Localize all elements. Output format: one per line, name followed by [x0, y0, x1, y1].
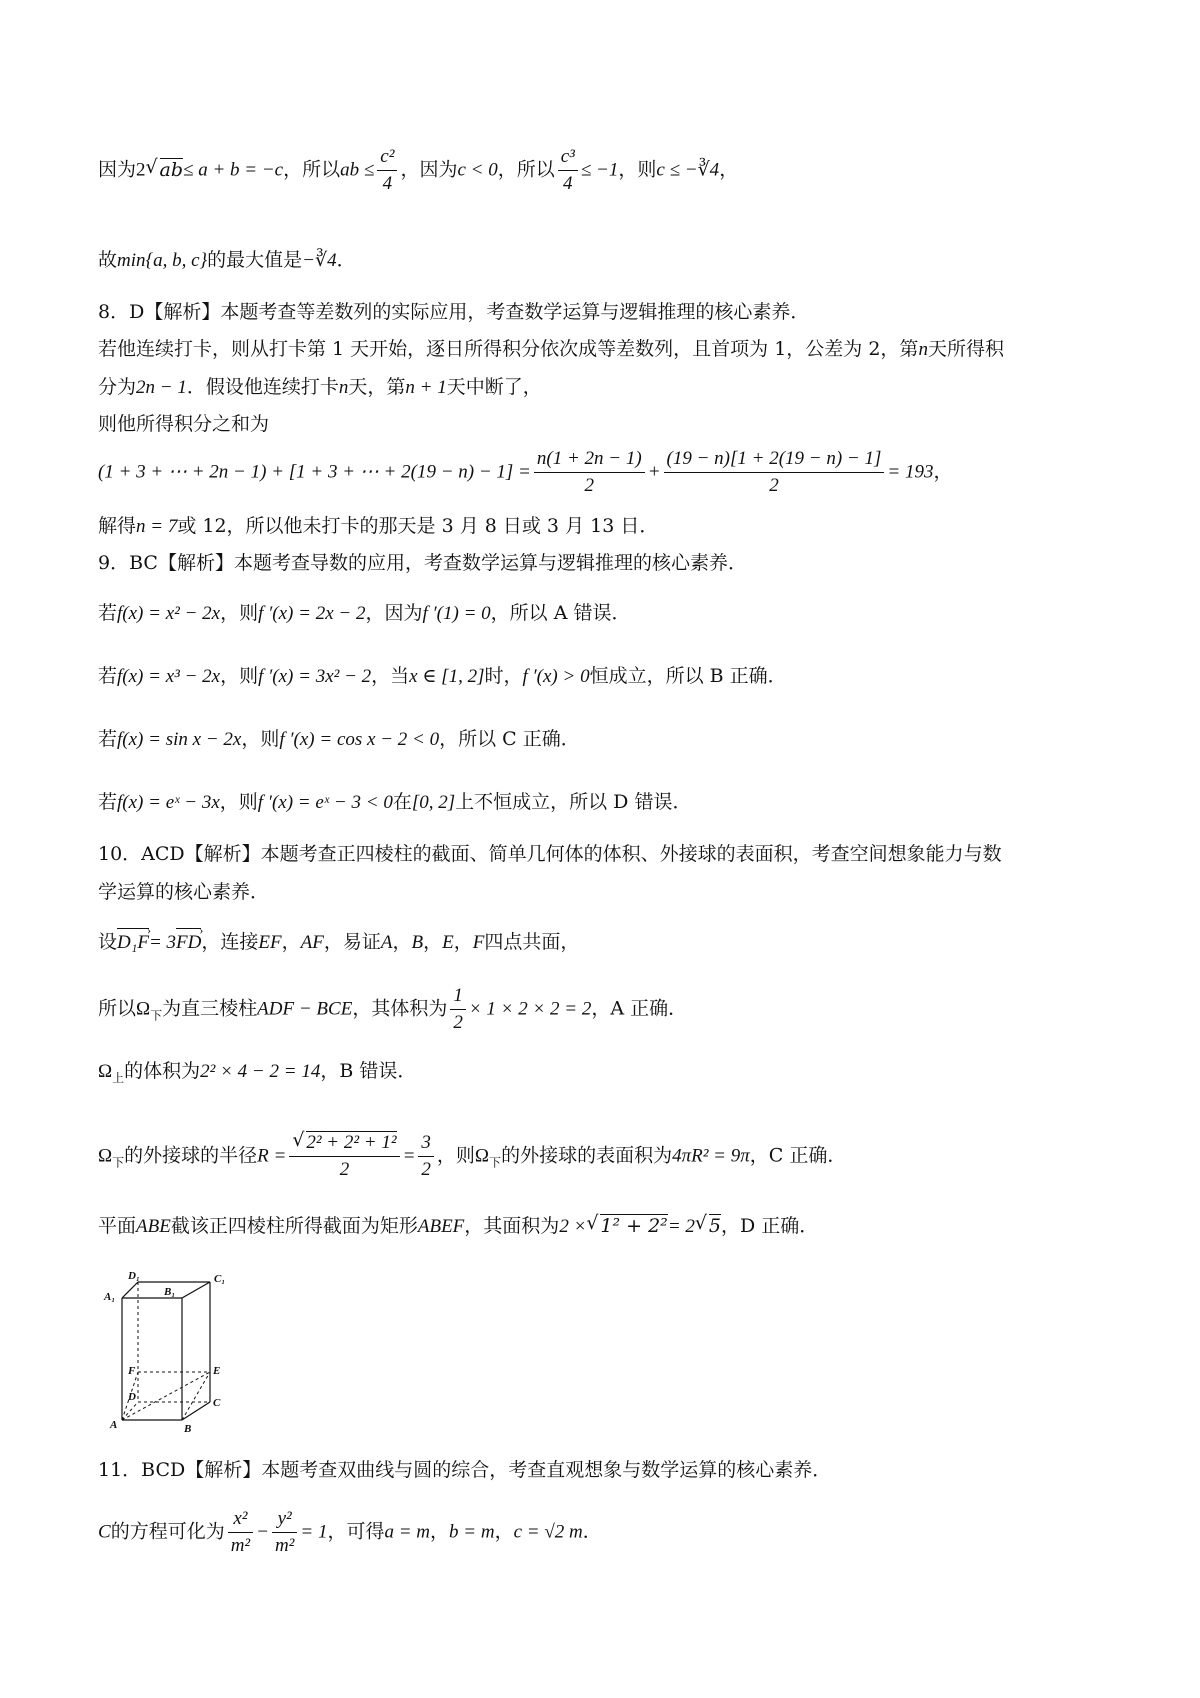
text: 恒成立，所以 B 正确．: [589, 665, 787, 687]
text: ，: [423, 931, 443, 953]
text: ，所以 A 错误．: [490, 602, 631, 624]
line-1: [98, 144, 738, 197]
section-10-heading: [98, 842, 1002, 866]
label-D1: D₁: [128, 1270, 140, 1282]
text: ，则: [219, 791, 258, 813]
text: 若: [98, 791, 118, 813]
numerator: x²: [228, 1506, 253, 1533]
text: 的最大值是: [207, 249, 303, 271]
math: F: [472, 932, 485, 953]
math: 1² + 2²: [600, 1215, 668, 1237]
denominator: 2: [421, 1159, 431, 1180]
text: 设: [98, 931, 118, 953]
numerator: c²: [377, 144, 397, 171]
sqrt: [146, 158, 184, 182]
math: EF: [258, 932, 282, 953]
text: ，C 正确．: [749, 1144, 847, 1167]
line-6: [98, 412, 269, 436]
math: 2² × 4 − 2 = 14: [200, 1061, 321, 1082]
fraction: [289, 1130, 399, 1183]
text: ，则: [220, 665, 259, 687]
text: 时，: [484, 665, 523, 687]
text: 天所得积: [927, 338, 1004, 360]
math: ≤ a + b = −c: [183, 159, 284, 181]
text: ，: [430, 1520, 450, 1543]
math: 2n − 1: [136, 377, 187, 398]
math: A: [380, 932, 393, 953]
math: = 2: [667, 1216, 695, 1237]
text: 若他连续打卡，则从打卡第 1 天开始，逐日所得积分依次成等差数列，且首项为 1，公差为 2，第: [98, 338, 919, 360]
denominator: 4: [382, 173, 393, 194]
math: f(x) = eˣ − 3x: [117, 792, 220, 813]
numerator: (19 − n)[1 + 2(19 − n) − 1]: [664, 446, 885, 473]
text: ，可得: [327, 1520, 385, 1543]
text: 8．D【解析】本题考查等差数列的实际应用，考查数学运算与逻辑推理的核心素养．: [98, 301, 810, 323]
math: ABE: [136, 1216, 171, 1237]
math: Ω: [98, 1061, 113, 1082]
denominator: m²: [230, 1535, 251, 1556]
math: c ≤ −∛4: [656, 159, 720, 181]
equation-sum: [98, 446, 953, 499]
text: 的外接球的半径: [124, 1144, 258, 1167]
text: 学运算的核心素养．: [98, 881, 270, 903]
line-15: [98, 880, 269, 904]
math: = 193: [887, 461, 934, 483]
label-D: D: [128, 1391, 136, 1403]
text: 若: [98, 665, 118, 687]
text: ，: [933, 460, 953, 483]
math: n: [338, 377, 349, 398]
math: c = √2 m: [513, 1521, 583, 1543]
math: Ω: [474, 1145, 490, 1167]
text: 在: [392, 791, 412, 813]
denominator: 2: [584, 475, 595, 496]
text: ，B 错误．: [320, 1060, 417, 1082]
text: ，则: [241, 728, 280, 750]
sqrt: [695, 1214, 721, 1238]
math: +: [647, 461, 661, 483]
math: ab: [159, 158, 184, 181]
math: 2: [136, 159, 146, 181]
text: 则他所得积分之和为: [98, 413, 270, 435]
text: 上不恒成立，所以 D 错误．: [455, 791, 692, 813]
text: ，所以: [497, 158, 555, 181]
math: Ω: [98, 1145, 113, 1167]
text: ，所以: [283, 158, 341, 181]
text: 若: [98, 602, 118, 624]
math: ADF − BCE: [257, 998, 353, 1020]
text: ，其面积为: [464, 1215, 560, 1237]
math: R =: [257, 1145, 287, 1167]
text: 9．BC【解析】本题考查导数的应用，考查数学运算与逻辑推理的核心素养．: [98, 552, 747, 574]
line-4: [98, 337, 1004, 362]
math: ABEF: [417, 1216, 465, 1237]
line-12: [98, 727, 580, 752]
text: ，其体积为: [352, 997, 448, 1020]
text: ，: [719, 158, 739, 181]
edge-B1C1: [182, 1282, 210, 1298]
text: ，D 正确．: [720, 1215, 819, 1237]
text: ，A 正确．: [591, 997, 688, 1020]
label-C: C: [213, 1397, 221, 1409]
edge-BC: [182, 1402, 210, 1420]
math: b = m: [449, 1521, 495, 1543]
text: 或 12，所以他未打卡的那天是 3 月 8 日或 3 月 13 日．: [177, 515, 659, 537]
text: ，: [281, 931, 301, 953]
text: 故: [98, 249, 118, 271]
math: a = m: [384, 1521, 431, 1543]
section-9-heading: [98, 551, 747, 575]
math: x ∈ [1, 2]: [409, 666, 485, 687]
fraction: [418, 1130, 434, 1183]
math: =: [402, 1145, 416, 1167]
numerator: c³: [558, 144, 578, 171]
fraction: [558, 144, 578, 197]
line-19: [98, 1130, 846, 1183]
vector: FD ›: [176, 931, 201, 955]
text: ．: [336, 249, 356, 271]
text: ，易证: [323, 931, 381, 953]
text: 11．BCD【解析】本题考查双曲线与圆的综合，考查直观想象与数学运算的核心素养．: [98, 1459, 832, 1481]
math: 4πR² = 9π: [672, 1145, 750, 1167]
denominator: 2: [769, 475, 779, 496]
denominator: 4: [563, 173, 573, 194]
math: ≤ −1: [580, 159, 619, 181]
text: 截该正四棱柱所得截面为矩形: [170, 1215, 418, 1237]
math: C: [98, 1521, 111, 1543]
text: 的方程可化为: [110, 1520, 225, 1543]
math: (1 + 3 + ⋯ + 2n − 1) + [1 + 3 + ⋯ + 2(19 − n) − 1] =: [98, 461, 531, 483]
line-2: [98, 248, 356, 273]
fraction: [450, 983, 466, 1036]
text: 为直三棱柱: [162, 997, 258, 1020]
line-17: [98, 983, 687, 1036]
math: ab ≤: [340, 159, 375, 181]
math: f ′(x) = 2x − 2: [258, 603, 366, 624]
math: = 1: [300, 1521, 328, 1543]
text: 平面: [98, 1215, 137, 1237]
line-11: [98, 664, 787, 689]
math: min{a, b, c}: [117, 250, 208, 271]
text: 若: [98, 728, 118, 750]
line-20: [98, 1214, 818, 1239]
text: 天中断了，: [446, 376, 542, 398]
text: ，所以 C 正确．: [439, 728, 580, 750]
prism-figure: [100, 1270, 240, 1435]
denominator: m²: [274, 1535, 295, 1556]
math: f(x) = x³ − 2x: [117, 666, 221, 687]
text: 所以: [98, 997, 137, 1020]
text: ，: [453, 931, 473, 953]
line-13: [98, 790, 691, 815]
math: f ′(x) > 0: [522, 666, 590, 687]
math: f(x) = x² − 2x: [117, 603, 221, 624]
label-B: B: [184, 1423, 192, 1435]
math: B: [411, 932, 424, 953]
math: n = 7: [136, 516, 178, 537]
numerator: n(1 + 2n − 1): [534, 446, 645, 473]
math: AF: [300, 932, 324, 953]
math: n + 1: [405, 377, 447, 398]
line-16: [98, 930, 579, 955]
label-C1: C₁: [214, 1273, 226, 1285]
label-E: E: [213, 1365, 221, 1377]
label-F: F: [128, 1365, 136, 1377]
text: 解得: [98, 515, 137, 537]
math: f ′(1) = 0: [422, 603, 491, 624]
fraction: [664, 446, 885, 499]
line-10: [98, 601, 630, 626]
text: 的体积为: [124, 1060, 201, 1082]
text: ，: [494, 1520, 514, 1543]
math: × 1 × 2 × 2 = 2: [468, 998, 592, 1020]
sqrt: [586, 1214, 667, 1238]
edge-A1D1: [122, 1282, 138, 1298]
text: ，因为: [400, 158, 458, 181]
line-22: [98, 1506, 602, 1559]
label-B1: B₁: [164, 1286, 176, 1298]
text: ．: [582, 1520, 602, 1543]
math: Ω: [136, 998, 151, 1020]
vector: D₁F ›: [117, 931, 149, 955]
numerator: y²: [272, 1506, 297, 1533]
fraction: [228, 1506, 253, 1559]
math: [0, 2]: [411, 792, 456, 813]
math: f ′(x) = 3x² − 2: [258, 666, 372, 687]
text: ，则: [618, 158, 657, 181]
math: E: [442, 932, 454, 953]
denominator: 2: [339, 1159, 350, 1180]
subscript: 下: [150, 1008, 163, 1023]
edge-AD: [122, 1402, 138, 1420]
denominator: 2: [453, 1012, 463, 1033]
text: ，: [392, 931, 412, 953]
numerator: 1: [450, 983, 466, 1010]
section-8-heading: [98, 300, 809, 324]
subscript: 上: [112, 1070, 125, 1085]
label-A: A: [110, 1419, 118, 1431]
text: ，因为: [365, 602, 423, 624]
line-18: [98, 1059, 416, 1090]
text: 天，第: [348, 376, 406, 398]
text: 因为: [98, 158, 137, 181]
fraction: [377, 144, 397, 197]
section-11-heading: [98, 1458, 831, 1482]
math: f ′(x) = eˣ − 3 < 0: [257, 792, 393, 813]
text: 10．ACD【解析】本题考查正四棱柱的截面、简单几何体的体积、外接球的表面积，考查空间想象能力与数: [98, 843, 1002, 865]
fraction: [272, 1506, 297, 1559]
text: ，则: [436, 1144, 475, 1167]
text: ，当: [371, 665, 410, 687]
math: c < 0: [457, 159, 498, 181]
text: ．假设他连续打卡: [186, 376, 339, 398]
text: 的外接球的表面积为: [501, 1144, 673, 1167]
subscript: 下: [112, 1155, 125, 1170]
numerator: 3: [418, 1130, 434, 1157]
text: 分为: [98, 376, 137, 398]
math: 2² + 2² + 1²: [306, 1132, 397, 1153]
sqrt: [292, 1130, 396, 1156]
text: 四点共面，: [484, 931, 580, 953]
math: 5: [708, 1215, 721, 1237]
text: ，连接: [201, 931, 259, 953]
math: f(x) = sin x − 2x: [117, 729, 242, 750]
math: 2 ×: [559, 1216, 587, 1237]
math: n: [918, 339, 928, 360]
text: ，则: [220, 602, 259, 624]
math: f ′(x) = cos x − 2 < 0: [279, 729, 440, 750]
line-8: [98, 514, 658, 539]
label-A1: A₁: [104, 1291, 116, 1303]
math: −: [256, 1521, 269, 1543]
math: = 3: [148, 932, 177, 953]
numerator: [289, 1130, 399, 1157]
fraction: [534, 446, 645, 499]
subscript: 下: [489, 1155, 502, 1170]
line-5: [98, 375, 542, 400]
math: −∛4: [302, 250, 337, 271]
